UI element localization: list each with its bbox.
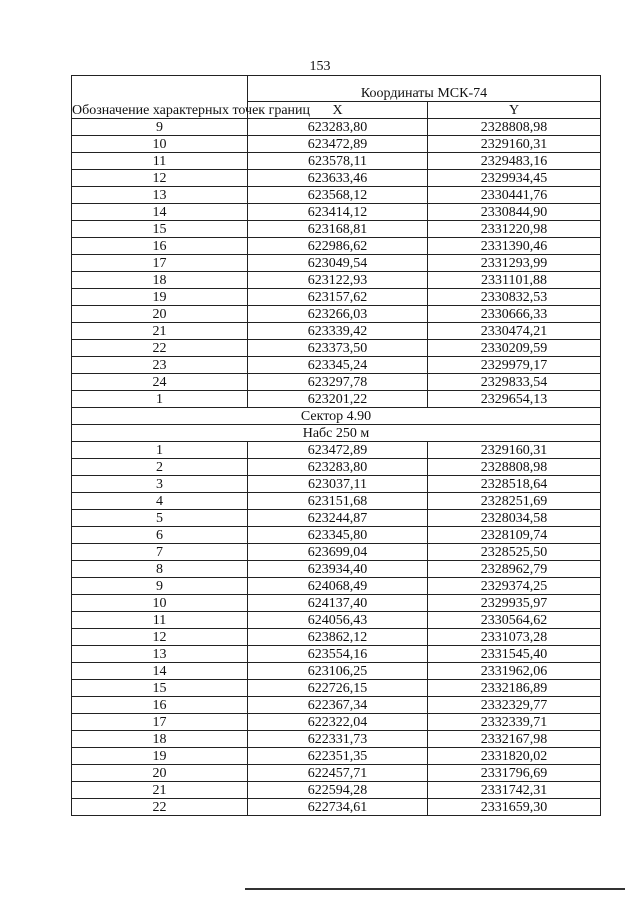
point-cell: 13 [72, 646, 248, 663]
x-cell: 623297,78 [248, 374, 428, 391]
y-cell: 2329374,25 [428, 578, 601, 595]
table-row [72, 391, 601, 408]
x-cell: 623554,16 [248, 646, 428, 663]
x-cell: 623283,80 [248, 119, 428, 136]
x-cell: 623106,25 [248, 663, 428, 680]
y-cell: 2329654,13 [428, 391, 601, 408]
point-cell: 18 [72, 272, 248, 289]
x-cell: 623049,54 [248, 255, 428, 272]
table-row [72, 323, 601, 340]
coordinates-table [71, 75, 601, 816]
x-cell: 622734,61 [248, 799, 428, 816]
y-cell: 2331820,02 [428, 748, 601, 765]
table-row [72, 459, 601, 476]
x-cell: 623699,04 [248, 544, 428, 561]
y-cell: 2331962,06 [428, 663, 601, 680]
x-cell: 623266,03 [248, 306, 428, 323]
table-row [72, 765, 601, 782]
table-row [72, 578, 601, 595]
y-cell: 2329934,45 [428, 170, 601, 187]
y-cell: 2328109,74 [428, 527, 601, 544]
x-cell: 623168,81 [248, 221, 428, 238]
x-cell: 622726,15 [248, 680, 428, 697]
table-row [72, 272, 601, 289]
y-cell: 2332167,98 [428, 731, 601, 748]
y-cell: 2328251,69 [428, 493, 601, 510]
point-cell: 16 [72, 697, 248, 714]
table-header [72, 76, 601, 119]
y-cell: 2328808,98 [428, 119, 601, 136]
y-cell: 2331796,69 [428, 765, 601, 782]
table-row [72, 493, 601, 510]
x-cell: 624068,49 [248, 578, 428, 595]
y-cell: 2328808,98 [428, 459, 601, 476]
table-row [72, 187, 601, 204]
header-y: Y [428, 101, 601, 118]
table-row [72, 255, 601, 272]
point-cell: 10 [72, 136, 248, 153]
x-cell: 623157,62 [248, 289, 428, 306]
table-row [72, 153, 601, 170]
table-row [72, 680, 601, 697]
table-row [72, 714, 601, 731]
y-cell: 2328518,64 [428, 476, 601, 493]
table-row [72, 510, 601, 527]
y-cell: 2330666,33 [428, 306, 601, 323]
point-cell: 23 [72, 357, 248, 374]
y-cell: 2329160,31 [428, 136, 601, 153]
x-cell: 623283,80 [248, 459, 428, 476]
point-cell: 15 [72, 680, 248, 697]
y-cell: 2331390,46 [428, 238, 601, 255]
y-cell: 2329160,31 [428, 442, 601, 459]
y-cell: 2330441,76 [428, 187, 601, 204]
point-cell: 1 [72, 391, 248, 408]
point-cell: 17 [72, 255, 248, 272]
x-cell: 623345,24 [248, 357, 428, 374]
table-row [72, 799, 601, 816]
y-cell: 2330209,59 [428, 340, 601, 357]
table-row [72, 170, 601, 187]
y-cell: 2331101,88 [428, 272, 601, 289]
y-cell: 2331220,98 [428, 221, 601, 238]
table-row [72, 357, 601, 374]
table-row [72, 238, 601, 255]
table-row [72, 119, 601, 136]
table-row [72, 221, 601, 238]
habs-label: Набс 250 м [72, 425, 601, 442]
x-cell: 623862,12 [248, 629, 428, 646]
x-cell: 623472,89 [248, 136, 428, 153]
y-cell: 2330844,90 [428, 204, 601, 221]
point-cell: 15 [72, 221, 248, 238]
y-cell: 2330832,53 [428, 289, 601, 306]
header-points: Обозначение характерных точек границ [72, 76, 248, 119]
y-cell: 2328034,58 [428, 510, 601, 527]
x-cell: 623934,40 [248, 561, 428, 578]
point-cell: 22 [72, 799, 248, 816]
table-row [72, 782, 601, 799]
x-cell: 623339,42 [248, 323, 428, 340]
x-cell: 623151,68 [248, 493, 428, 510]
table-body-block2 [72, 442, 601, 816]
point-cell: 18 [72, 731, 248, 748]
table-row [72, 442, 601, 459]
table-row [72, 595, 601, 612]
table-row [72, 663, 601, 680]
x-cell: 623201,22 [248, 391, 428, 408]
y-cell: 2329979,17 [428, 357, 601, 374]
y-cell: 2329833,54 [428, 374, 601, 391]
table-row [72, 646, 601, 663]
point-cell: 9 [72, 578, 248, 595]
x-cell: 623345,80 [248, 527, 428, 544]
y-cell: 2331293,99 [428, 255, 601, 272]
y-cell: 2330474,21 [428, 323, 601, 340]
table-row [72, 629, 601, 646]
point-cell: 11 [72, 612, 248, 629]
page-number: 153 [309, 59, 331, 74]
point-cell: 2 [72, 459, 248, 476]
y-cell: 2331742,31 [428, 782, 601, 799]
x-cell: 623568,12 [248, 187, 428, 204]
point-cell: 21 [72, 323, 248, 340]
point-cell: 17 [72, 714, 248, 731]
y-cell: 2331545,40 [428, 646, 601, 663]
x-cell: 623244,87 [248, 510, 428, 527]
table-row [72, 697, 601, 714]
x-cell: 623122,93 [248, 272, 428, 289]
x-cell: 622594,28 [248, 782, 428, 799]
point-cell: 6 [72, 527, 248, 544]
y-cell: 2332329,77 [428, 697, 601, 714]
x-cell: 624056,43 [248, 612, 428, 629]
x-cell: 623414,12 [248, 204, 428, 221]
point-cell: 16 [72, 238, 248, 255]
x-cell: 622986,62 [248, 238, 428, 255]
point-cell: 19 [72, 748, 248, 765]
table-row [72, 612, 601, 629]
table-row [72, 204, 601, 221]
x-cell: 623633,46 [248, 170, 428, 187]
x-cell: 622322,04 [248, 714, 428, 731]
point-cell: 8 [72, 561, 248, 578]
point-cell: 12 [72, 170, 248, 187]
table-row [72, 289, 601, 306]
table-row [72, 544, 601, 561]
point-cell: 22 [72, 340, 248, 357]
point-cell: 21 [72, 782, 248, 799]
point-cell: 10 [72, 595, 248, 612]
y-cell: 2332339,71 [428, 714, 601, 731]
sector-label: Сектор 4.90 [72, 408, 601, 425]
table-row [72, 527, 601, 544]
y-cell: 2332186,89 [428, 680, 601, 697]
table-row [72, 136, 601, 153]
x-cell: 623373,50 [248, 340, 428, 357]
point-cell: 20 [72, 765, 248, 782]
point-cell: 1 [72, 442, 248, 459]
table-row [72, 306, 601, 323]
bottom-rule [245, 888, 625, 890]
table-row [72, 748, 601, 765]
point-cell: 9 [72, 119, 248, 136]
y-cell: 2330564,62 [428, 612, 601, 629]
x-cell: 622331,73 [248, 731, 428, 748]
point-cell: 5 [72, 510, 248, 527]
point-cell: 13 [72, 187, 248, 204]
y-cell: 2329483,16 [428, 153, 601, 170]
y-cell: 2328962,79 [428, 561, 601, 578]
x-cell: 623578,11 [248, 153, 428, 170]
point-cell: 4 [72, 493, 248, 510]
point-cell: 20 [72, 306, 248, 323]
point-cell: 24 [72, 374, 248, 391]
table-row [72, 374, 601, 391]
table-body-block1 [72, 119, 601, 408]
y-cell: 2328525,50 [428, 544, 601, 561]
x-cell: 623472,89 [248, 442, 428, 459]
x-cell: 622457,71 [248, 765, 428, 782]
x-cell: 622367,34 [248, 697, 428, 714]
x-cell: 623037,11 [248, 476, 428, 493]
y-cell: 2329935,97 [428, 595, 601, 612]
point-cell: 14 [72, 204, 248, 221]
point-cell: 7 [72, 544, 248, 561]
header-coordinates: Координаты МСК-74 [248, 76, 601, 102]
point-cell: 19 [72, 289, 248, 306]
point-cell: 11 [72, 153, 248, 170]
y-cell: 2331073,28 [428, 629, 601, 646]
header-x: X [248, 101, 428, 118]
point-cell: 14 [72, 663, 248, 680]
point-cell: 3 [72, 476, 248, 493]
table-row [72, 561, 601, 578]
table-row [72, 731, 601, 748]
point-cell: 12 [72, 629, 248, 646]
y-cell: 2331659,30 [428, 799, 601, 816]
sector-section [72, 408, 601, 442]
table-row [72, 476, 601, 493]
x-cell: 622351,35 [248, 748, 428, 765]
x-cell: 624137,40 [248, 595, 428, 612]
table-row [72, 340, 601, 357]
